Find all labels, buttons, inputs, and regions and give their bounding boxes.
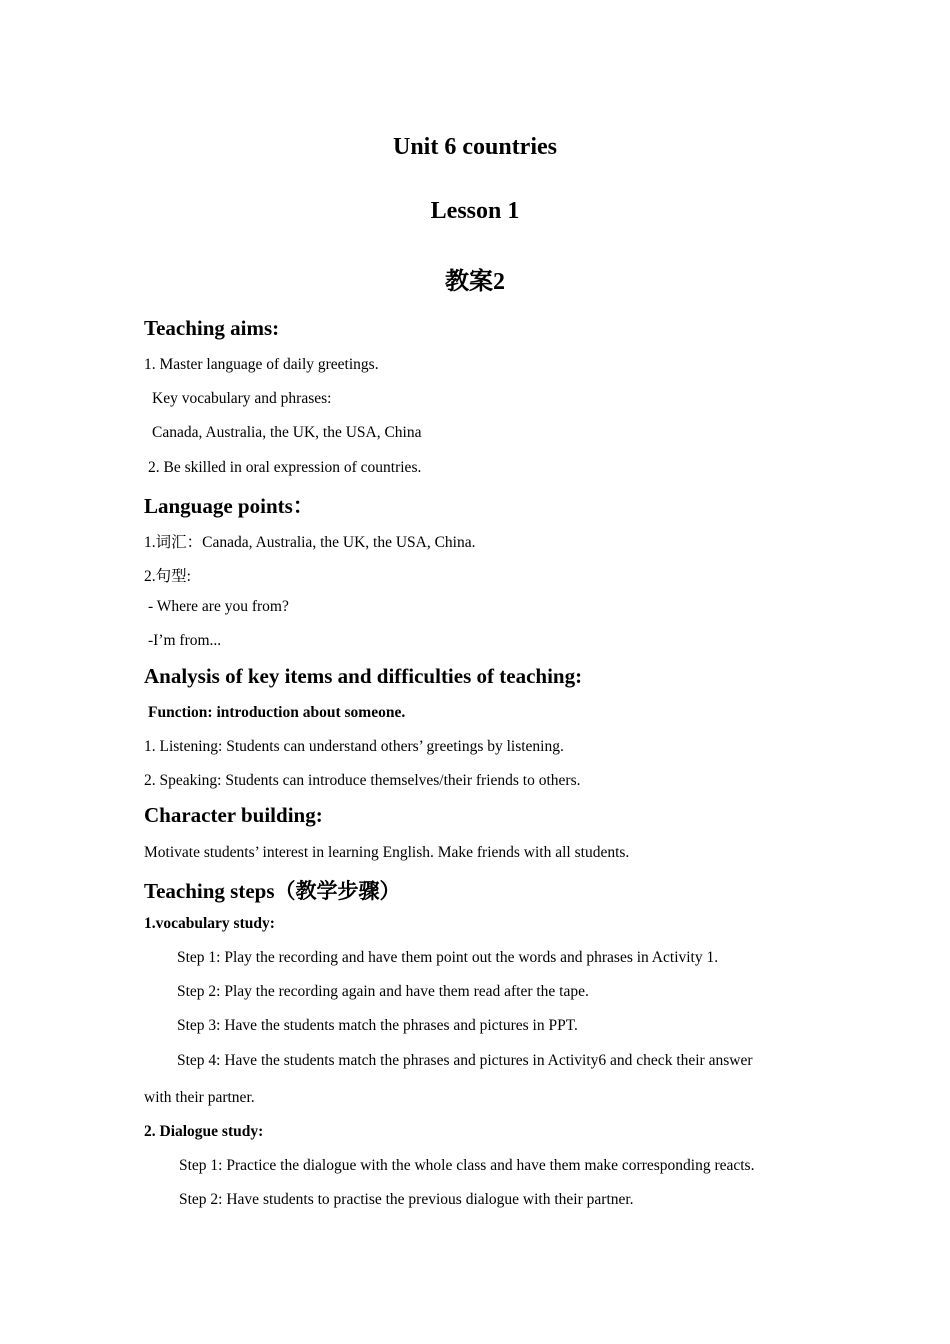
vocabulary-step: Step 2: Play the recording again and have them read after the tape.	[177, 983, 589, 1000]
lesson-title: Lesson 1	[430, 198, 520, 224]
character-heading: Character building:	[144, 803, 323, 827]
language-point-line: -I’m from...	[148, 632, 222, 649]
unit-title: Unit 6 countries	[393, 134, 557, 160]
vocabulary-step: Step 1: Play the recording and have them point out the words and phrases in Activity 1.	[177, 949, 719, 966]
teaching-aims-heading: Teaching aims:	[144, 316, 280, 340]
dialogue-study-heading: 2. Dialogue study:	[144, 1123, 264, 1140]
aim-line: 1. Master language of daily greetings.	[144, 356, 379, 373]
teaching-steps-heading: Teaching steps（教学步骤）	[144, 879, 401, 903]
vocabulary-step-continuation: with their partner.	[144, 1089, 255, 1106]
aim-line: Key vocabulary and phrases:	[152, 390, 332, 407]
analysis-line: 1. Listening: Students can understand others’ greetings by listening.	[144, 738, 564, 755]
language-point-line: 1.词汇：Canada, Australia, the UK, the USA, China.	[144, 534, 476, 551]
language-point-line: 2.句型:	[144, 568, 191, 585]
vocabulary-step: Step 4: Have the students match the phrases and pictures in Activity6 and check their answer	[177, 1052, 753, 1069]
vocabulary-step: Step 3: Have the students match the phrases and pictures in PPT.	[177, 1017, 578, 1034]
language-points-heading: Language points：	[144, 494, 314, 518]
dialogue-step: Step 2: Have students to practise the previous dialogue with their partner.	[179, 1191, 634, 1208]
dialogue-step: Step 1: Practice the dialogue with the whole class and have them make corresponding reacts.	[179, 1157, 755, 1174]
language-point-line: - Where are you from?	[148, 598, 289, 615]
aim-line: Canada, Australia, the UK, the USA, China	[152, 424, 422, 441]
function-subheading: Function: introduction about someone.	[148, 704, 406, 721]
character-text: Motivate students’ interest in learning English. Make friends with all students.	[144, 844, 630, 861]
plan-title: 教案2	[445, 269, 505, 295]
analysis-heading: Analysis of key items and difficulties of teaching:	[144, 664, 583, 688]
analysis-line: 2. Speaking: Students can introduce themselves/their friends to others.	[144, 772, 581, 789]
aim-line: 2. Be skilled in oral expression of countries.	[148, 459, 422, 476]
vocabulary-study-heading: 1.vocabulary study:	[144, 915, 275, 932]
